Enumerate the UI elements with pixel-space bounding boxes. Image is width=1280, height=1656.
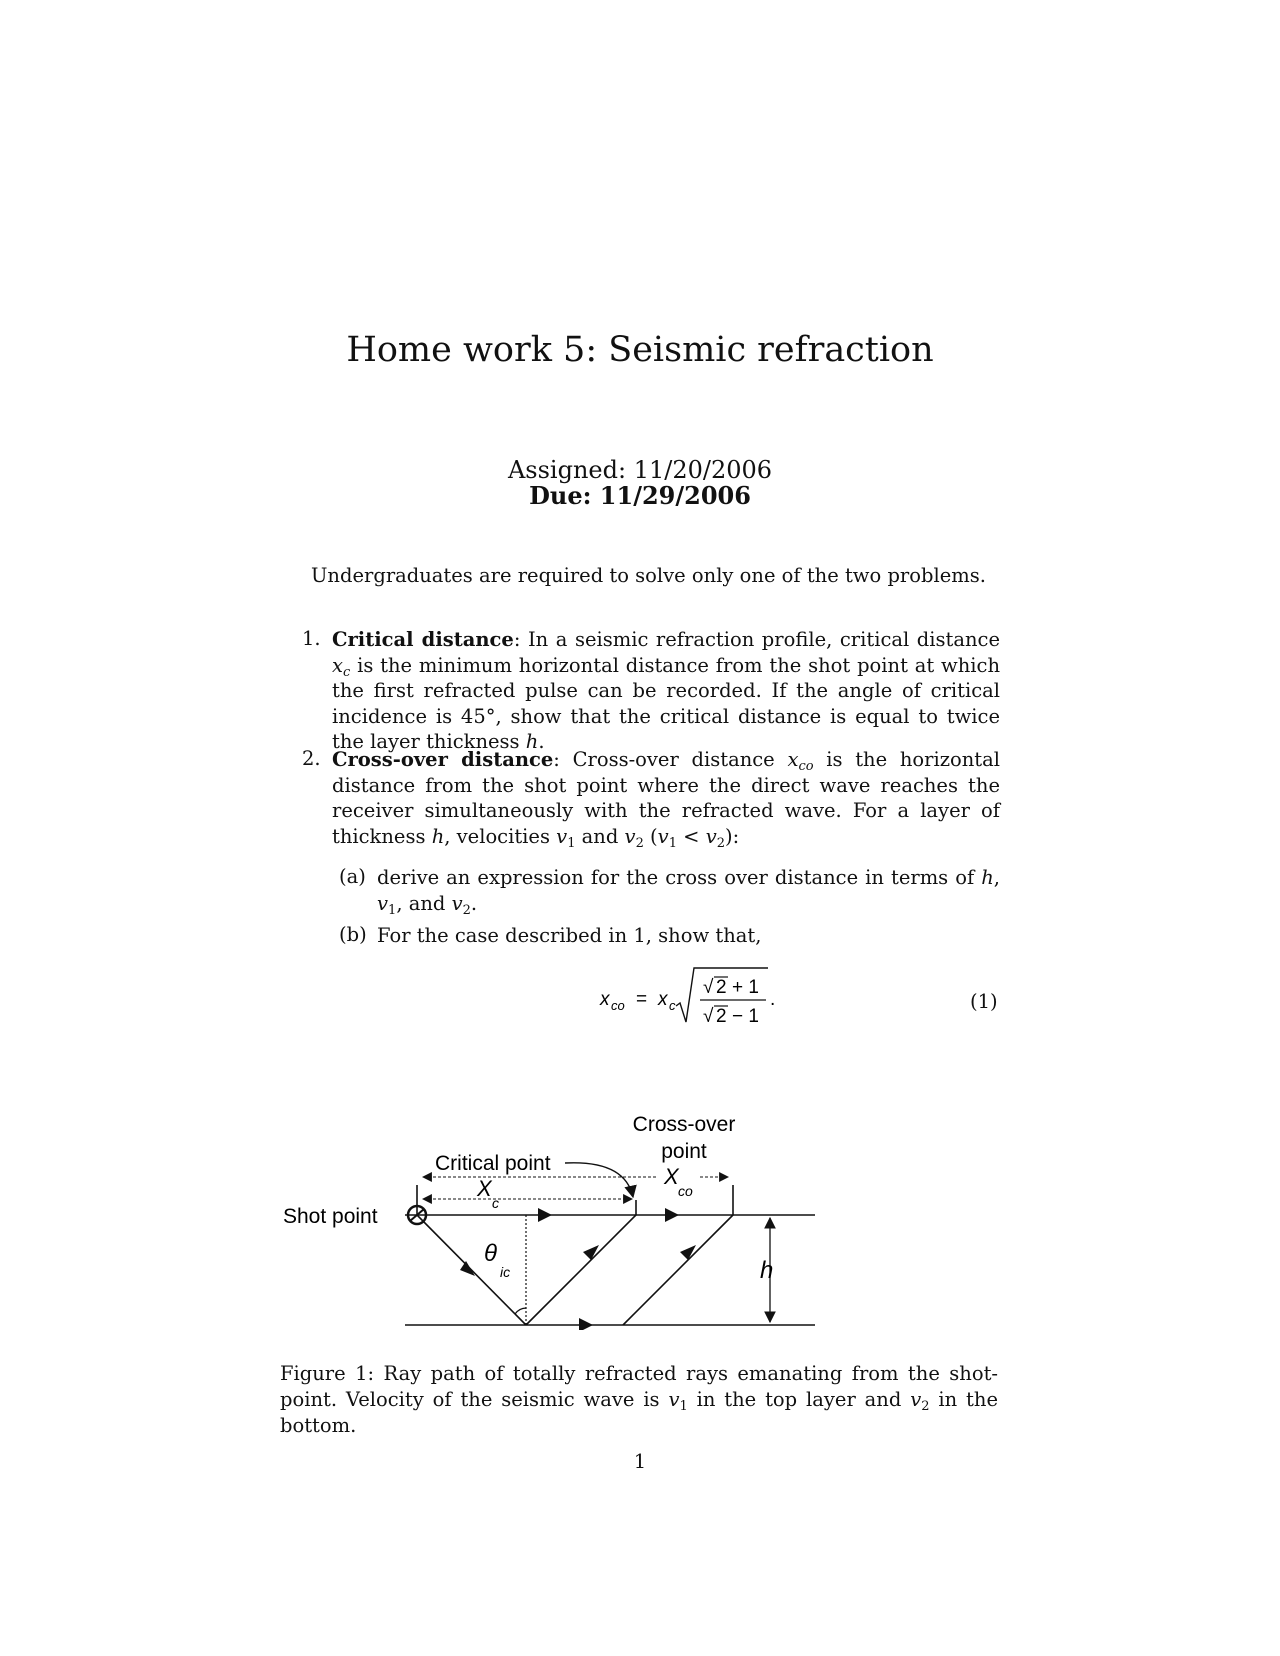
var-v: v (377, 891, 389, 915)
eq-equals: = (636, 989, 648, 1010)
problem-1-number: 1. (302, 627, 321, 650)
equation-1 (590, 960, 800, 1032)
problem-2: Cross-over distance: Cross-over distance $x_{co}$ is the horizontal distance from the shot point where the direct wave reaches the receiver simultaneously with the refracted wave. For a layer of thickness h, velocities $v_1$ and $v_2$ $(v_1 < v_2)$: (332, 748, 1001, 851)
figure-ray-paths (270, 1090, 830, 1330)
var-v: v (657, 824, 669, 848)
figure-caption (280, 1361, 998, 1439)
label-xco-sub: co (678, 1183, 693, 1199)
arrow-direct-1-icon (538, 1208, 552, 1222)
sub-2: 2 (635, 835, 644, 851)
label-theta: θ (484, 1240, 498, 1267)
equation-number: (1) (970, 990, 998, 1013)
sub-1: 1 (567, 835, 576, 851)
problem-1 (332, 627, 1000, 755)
eq-lhs-x: x (600, 989, 610, 1010)
label-crossover-line1: Cross-over (632, 1113, 736, 1136)
var-v: v (556, 824, 568, 848)
num-sqrt: √ (703, 977, 714, 998)
sub-2: 2 (921, 1399, 930, 1414)
label-xc-sub: c (492, 1195, 499, 1211)
part-a: derive an expression for the cross over distance in terms of h, $v_1$, and $v_2$. (377, 866, 1000, 918)
page-number: 1 (633, 1450, 647, 1473)
sub-1: 1 (388, 902, 397, 918)
var-c-sub: c (343, 664, 351, 680)
eq-period: . (770, 989, 776, 1010)
eq-rhs-sub: c (669, 998, 676, 1013)
problem-2-text-a: : Cross-over distance (553, 748, 788, 771)
intro-text: Undergraduates are required to solve only one of the two problems. (311, 564, 986, 587)
sub-2: 2 (716, 835, 726, 851)
eq-lhs-sub: co (611, 998, 625, 1013)
arrow-head-wave-icon (579, 1318, 593, 1330)
label-h: h (760, 1257, 774, 1284)
refracted-ray-critical (526, 1215, 636, 1325)
caption-text-c: in the bottom. (280, 1388, 998, 1437)
den-two: 2 (716, 1006, 727, 1027)
text-lt: < (676, 824, 706, 848)
sub-1: 1 (668, 835, 677, 851)
label-xco-x: X (664, 1164, 679, 1189)
part-a-end: , and (396, 891, 452, 915)
arrow-up-critical-icon (583, 1245, 599, 1260)
part-b-text: For the case described in 1, show that, (377, 924, 762, 947)
caption-text-a: Figure 1: Ray path of totally refracted rays emanating from the shot-point. Velocity of the seismic wave is (280, 1362, 998, 1411)
part-b-label: (b) (339, 923, 367, 946)
problem-1-text-c: . (538, 730, 545, 753)
var-v: v (705, 824, 717, 848)
var-v: v (624, 824, 636, 848)
sub-1: 1 (679, 1399, 688, 1414)
text-and: and (575, 824, 625, 848)
part-a-label: (a) (339, 865, 366, 888)
critical-point-pointer (565, 1163, 633, 1197)
assigned-date: Assigned: 11/20/2006 (507, 456, 773, 484)
label-shot-point: Shot point (283, 1205, 378, 1228)
num-two: 2 (716, 977, 727, 998)
problem-1-heading: Critical distance (332, 628, 514, 651)
label-xc-x: X (477, 1176, 492, 1201)
num-plus-one: + 1 (732, 977, 759, 998)
problem-1-text-a: : In a seismic refraction profile, critical distance (513, 628, 1000, 651)
problem-2-text-b: is the horizontal distance from the shot point where the direct wave reaches the receiver simultaneously with the refracted wave. For a layer of thickness (332, 748, 1001, 848)
refracted-ray-crossover (623, 1215, 733, 1325)
arrow-direct-2-icon (665, 1208, 679, 1222)
arrow-up-crossover-icon (680, 1245, 696, 1260)
caption-text-b: in the top layer and (687, 1388, 911, 1411)
due-date: Due: 11/29/2006 (529, 481, 751, 510)
den-sqrt: √ (703, 1006, 714, 1027)
text-colon: ): (725, 824, 740, 848)
angle-arc-icon (515, 1308, 526, 1314)
label-theta-sub: ic (500, 1264, 511, 1280)
part-a-text: derive an expression for the cross over distance in terms of (377, 866, 982, 889)
page-title: Home work 5: Seismic refraction (346, 330, 934, 370)
ray-direction-arrows (460, 1208, 696, 1330)
sub-2: 2 (462, 902, 471, 918)
var-h: h (431, 824, 445, 848)
var-co-sub: co (798, 759, 814, 774)
arrow-incident-icon (460, 1261, 475, 1276)
problem-2-number: 2. (302, 747, 321, 770)
var-x: x (787, 748, 799, 771)
den-minus-one: − 1 (732, 1006, 759, 1027)
eq-rhs-x: x (658, 989, 668, 1010)
var-v: v (910, 1388, 922, 1411)
var-h: h (981, 866, 994, 889)
var-v: v (451, 891, 463, 915)
problem-2-heading: Cross-over distance (332, 748, 554, 771)
label-critical-point: Critical point (435, 1152, 551, 1175)
var-x: x (332, 653, 343, 677)
var-h: h (525, 730, 539, 753)
var-v: v (668, 1388, 680, 1411)
problem-2-text-c: , velocities (444, 824, 557, 848)
problem-1-text-b: is the minimum horizontal distance from the shot point at which the first refracted pulse can be recorded. If the angle of critical incidence is 45°, show that the critical distance is equal to twice the layer thickness (332, 653, 1000, 753)
label-crossover-line2: point (661, 1140, 707, 1163)
